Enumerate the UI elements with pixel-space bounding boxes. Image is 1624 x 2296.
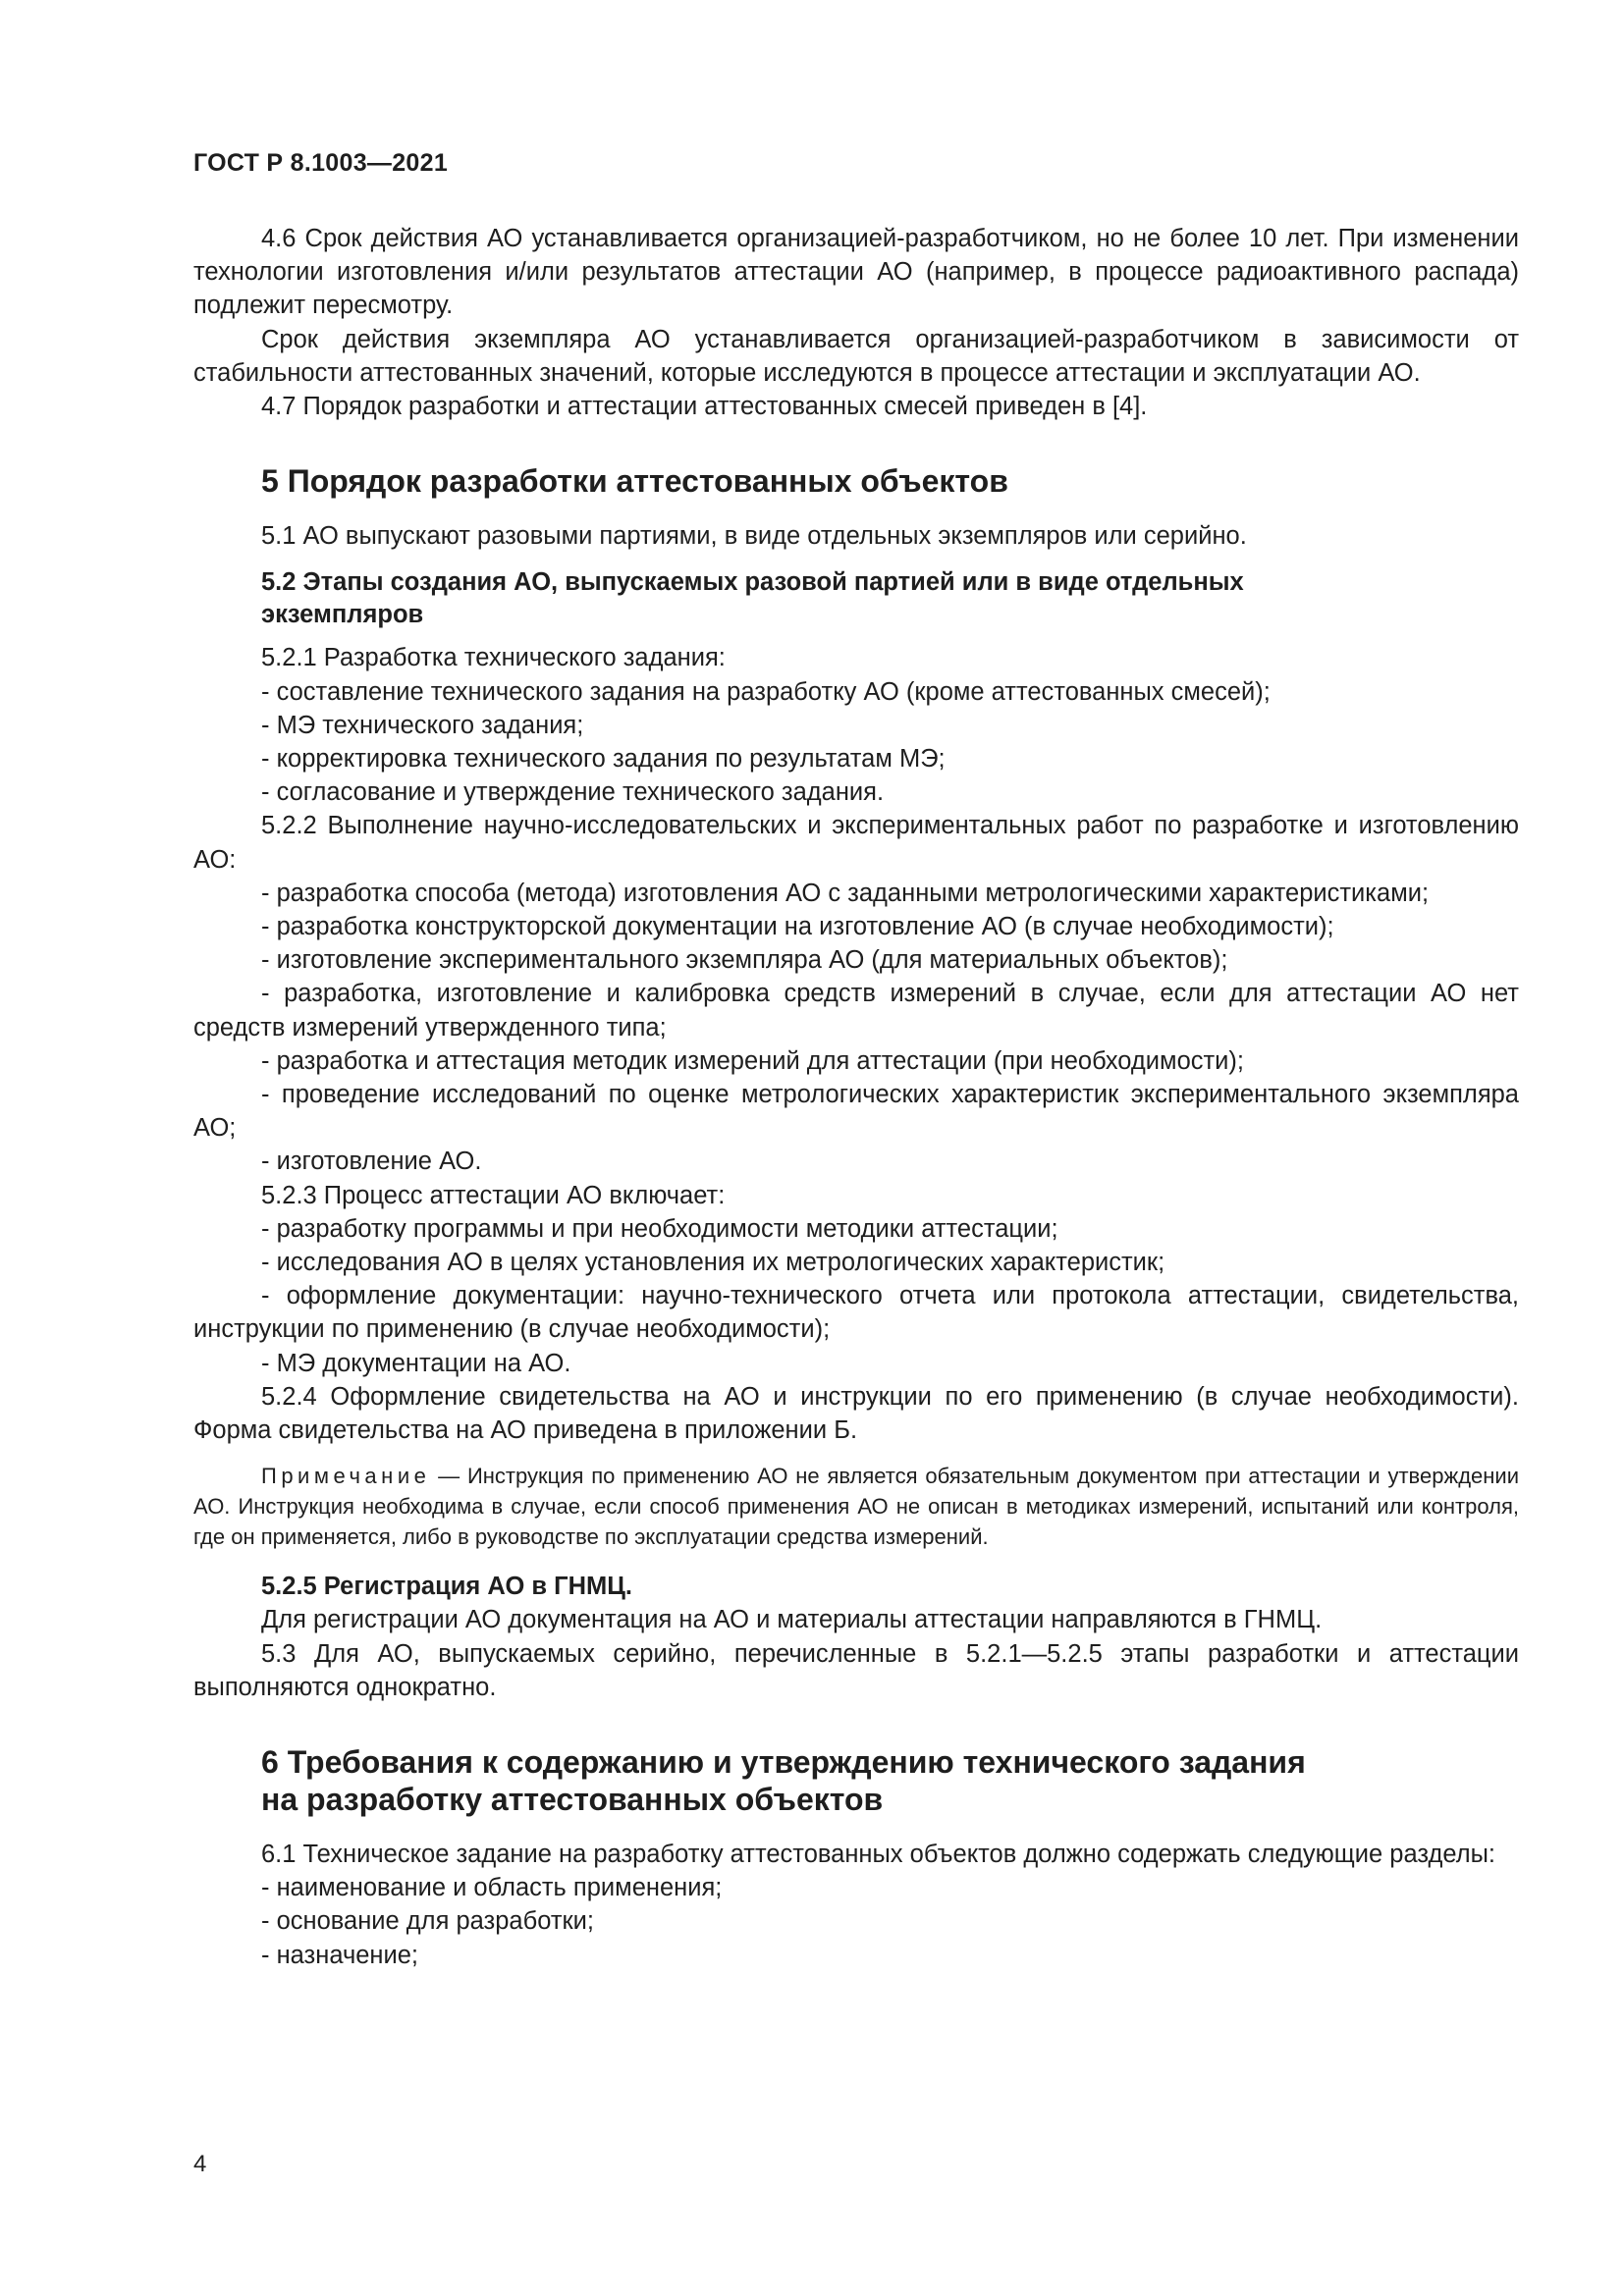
list-item: - разработка конструкторской документации на изготовление АО (в случае необходимости); xyxy=(261,913,1334,941)
list-item: - оформление документации: научно-технического отчета или протокола аттестации, свидетельства, инструкции по применению (в случае необходимости); xyxy=(193,1282,1519,1344)
document-code-header: ГОСТ Р 8.1003—2021 xyxy=(193,149,449,177)
list-item: - МЭ технического задания; xyxy=(261,711,584,739)
subsection-5-2-heading: 5.2 Этапы создания АО, выпускаемых разовой партией или в виде отдельных экземпляров xyxy=(261,568,1244,629)
paragraph-4-7: 4.7 Порядок разработки и аттестации аттестованных смесей приведен в [4]. xyxy=(261,393,1148,421)
list-item: - назначение; xyxy=(261,1941,419,1969)
subsection-5-2-5-heading: 5.2.5 Регистрация АО в ГНМЦ. xyxy=(261,1573,632,1601)
paragraph-4-6: 4.6 Срок действия АО устанавливается организацией-разработчиком, но не более 10 лет. При изменении технологии изготовления и/или результатов аттестации АО (например, в процессе радиоактивного распада) подлежит пересмотру. xyxy=(193,225,1519,320)
list-item: - наименование и область применения; xyxy=(261,1874,723,1902)
list-item: - изготовление экспериментального экземпляра АО (для материальных объектов); xyxy=(261,946,1228,975)
paragraph-5-2-1: 5.2.1 Разработка технического задания: xyxy=(261,644,726,672)
section-6-heading-line-1: 6 Требования к содержанию и утверждению технического задания xyxy=(261,1743,1306,1780)
list-item: - основание для разработки; xyxy=(261,1907,594,1936)
list-item: - разработка способа (метода) изготовления АО с заданными метрологическими характеристиками; xyxy=(261,879,1430,907)
document-body xyxy=(193,222,1519,1972)
note-label: Примечание xyxy=(261,1464,431,1489)
paragraph-6-1: 6.1 Техническое задание на разработку аттестованных объектов должно содержать следующие разделы: xyxy=(261,1840,1495,1868)
paragraph-5-2-5: Для регистрации АО документация на АО и материалы аттестации направляются в ГНМЦ. xyxy=(261,1606,1323,1634)
paragraph-4-6-continued: Срок действия экземпляра АО устанавливается организацией-разработчиком в зависимости от стабильности аттестованных значений, которые исследуются в процессе аттестации и эксплуатации АО. xyxy=(193,325,1519,387)
section-5-heading: 5 Порядок разработки аттестованных объектов xyxy=(261,463,1008,500)
section-6-heading-line-2: на разработку аттестованных объектов xyxy=(261,1781,884,1817)
list-item: - согласование и утверждение технического задания. xyxy=(261,778,885,807)
page-number: 4 xyxy=(193,2151,207,2177)
section-6-heading xyxy=(193,1743,1519,1818)
paragraph-5-3: 5.3 Для АО, выпускаемых серийно, перечисленные в 5.2.1—5.2.5 этапы разработки и аттестации выполняются однократно. xyxy=(193,1639,1519,1701)
note-block xyxy=(193,1461,1519,1552)
paragraph-5-1: 5.1 АО выпускают разовыми партиями, в виде отдельных экземпляров или серийно. xyxy=(261,522,1247,551)
list-item: - разработка и аттестация методик измерений для аттестации (при необходимости); xyxy=(261,1046,1244,1075)
paragraph-5-2-2: 5.2.2 Выполнение научно-исследовательских и экспериментальных работ по разработке и изготовлению АО: xyxy=(193,812,1519,874)
list-item: - разработку программы и при необходимости методики аттестации; xyxy=(261,1214,1058,1243)
paragraph-5-2-4: 5.2.4 Оформление свидетельства на АО и инструкции по его применению (в случае необходимости). Форма свидетельства на АО приведена в приложении Б. xyxy=(193,1382,1519,1445)
list-item: - изготовление АО. xyxy=(261,1148,482,1176)
list-item: - составление технического задания на разработку АО (кроме аттестованных смесей); xyxy=(261,677,1271,706)
list-item: - корректировка технического задания по результатам МЭ; xyxy=(261,745,946,774)
list-item: - проведение исследований по оценке метрологических характеристик экспериментального экземпляра АО; xyxy=(193,1081,1519,1143)
list-item: - разработка, изготовление и калибровка средств измерений в случае, если для аттестации АО нет средств измерений утвержденного типа; xyxy=(193,980,1519,1041)
list-item: - МЭ документации на АО. xyxy=(261,1349,571,1377)
paragraph-5-2-3: 5.2.3 Процесс аттестации АО включает: xyxy=(261,1181,726,1209)
list-item: - исследования АО в целях установления их метрологических характеристик; xyxy=(261,1249,1165,1277)
note-text: — Инструкция по применению АО не является обязательным документом при аттестации и утверждении АО. Инструкция необходима в случае, если способ применения АО не описан в методиках измерений, испытаний или контроля, где он применяется, либо в руководстве по эксплуатации средства измерений. xyxy=(193,1464,1519,1550)
